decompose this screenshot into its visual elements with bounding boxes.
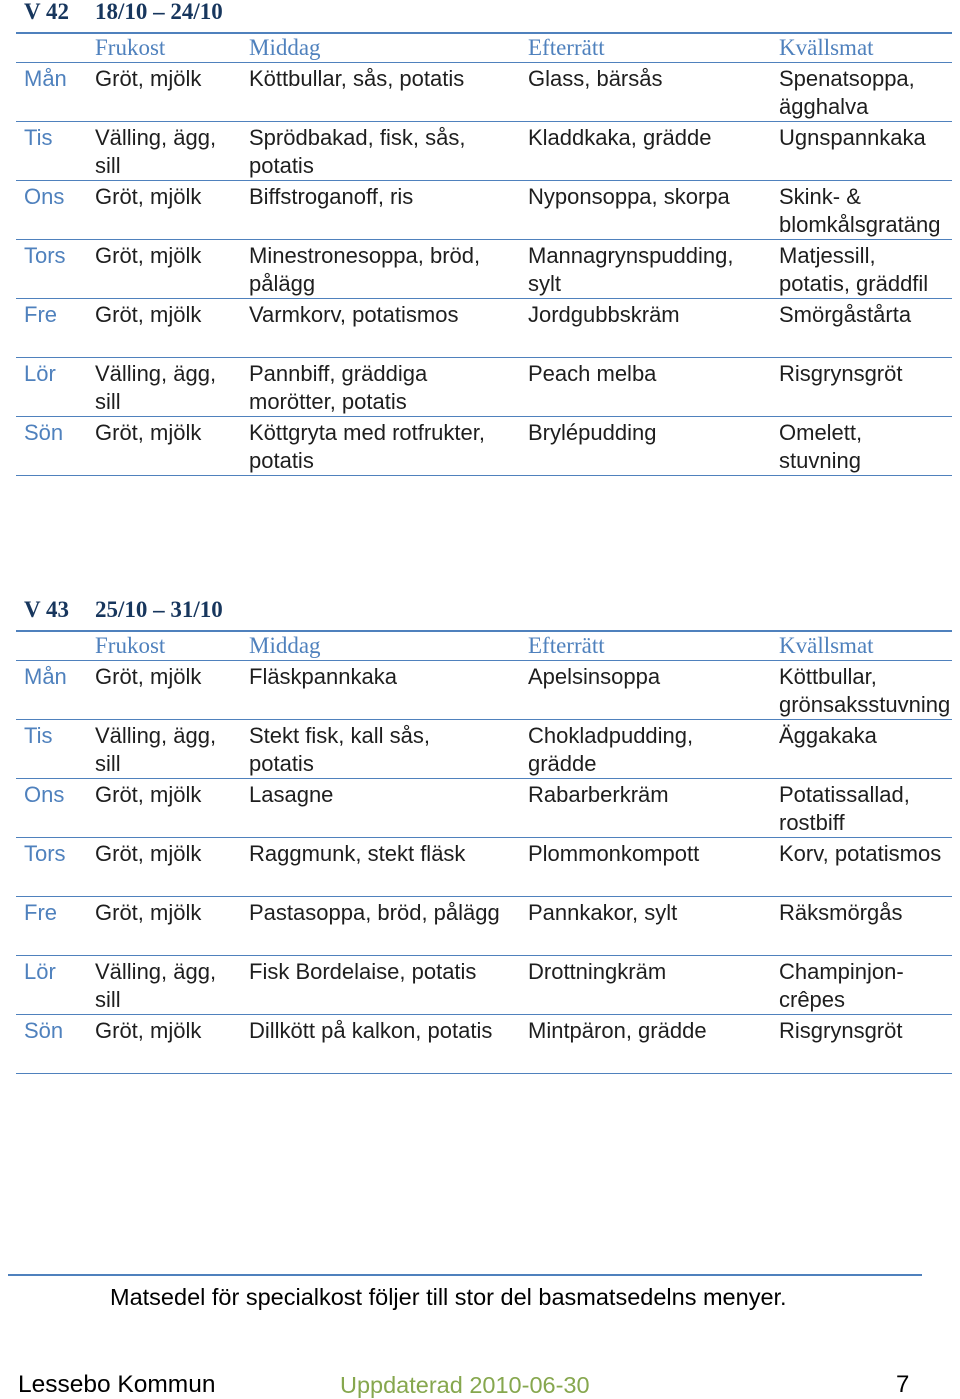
day-label: Mån <box>24 664 67 689</box>
efterratt-cell: Drottningkräm <box>528 959 667 984</box>
middag-cell: Pannbiff, gräddiga morötter, potatis <box>249 361 428 414</box>
day-row <box>16 358 952 417</box>
day-row <box>16 63 952 122</box>
kvallsmat-cell: Äggakaka <box>779 723 877 748</box>
middag-cell: Minestronesoppa, bröd, pålägg <box>249 243 481 296</box>
kvallsmat-cell: Champinjon- crêpes <box>779 959 904 1012</box>
kvallsmat-cell: Ugnspannkaka <box>779 125 926 150</box>
frukost-cell: Välling, ägg, sill <box>95 723 217 776</box>
day-label: Fre <box>24 302 57 327</box>
frukost-cell: Gröt, mjölk <box>95 420 202 445</box>
efterratt-cell: Mannagrynspudding, sylt <box>528 243 734 296</box>
day-row <box>16 779 952 838</box>
frukost-cell: Gröt, mjölk <box>95 243 202 268</box>
day-label: Tis <box>24 723 53 748</box>
kvallsmat-cell: Smörgåstårta <box>779 302 912 327</box>
middag-cell: Fläskpannkaka <box>249 664 397 689</box>
column-header-day <box>16 34 95 62</box>
efterratt-cell: Mintpäron, grädde <box>528 1018 707 1043</box>
frukost-cell: Gröt, mjölk <box>95 302 202 327</box>
frukost-cell: Välling, ägg, sill <box>95 959 217 1012</box>
day-row <box>16 956 952 1015</box>
week-title-row <box>16 0 952 34</box>
column-header-row <box>16 632 952 661</box>
day-label: Tis <box>24 125 53 150</box>
kvallsmat-cell: Risgrynsgröt <box>779 361 903 386</box>
organization-name: Lessebo Kommun <box>18 1371 216 1398</box>
day-row <box>16 838 952 897</box>
kvallsmat-cell: Korv, potatismos <box>779 841 942 866</box>
frukost-cell: Gröt, mjölk <box>95 66 202 91</box>
day-row <box>16 661 952 720</box>
middag-cell: Köttgryta med rotfrukter, potatis <box>249 420 485 473</box>
day-row <box>16 897 952 956</box>
day-label: Sön <box>24 420 64 445</box>
middag-cell: Pastasoppa, bröd, pålägg <box>249 900 500 925</box>
kvallsmat-cell: Spenatsoppa, ägghalva <box>779 66 915 119</box>
column-header-efterratt: Efterrätt <box>528 35 605 60</box>
frukost-cell: Välling, ägg, sill <box>95 361 217 414</box>
kvallsmat-cell: Matjessill, potatis, gräddfil <box>779 243 929 296</box>
efterratt-cell: Nyponsoppa, skorpa <box>528 184 730 209</box>
middag-cell: Sprödbakad, fisk, sås, potatis <box>249 125 466 178</box>
middag-cell: Fisk Bordelaise, potatis <box>249 959 477 984</box>
kvallsmat-cell: Omelett, stuvning <box>779 420 863 473</box>
frukost-cell: Gröt, mjölk <box>95 1018 202 1043</box>
page-number: 7 <box>896 1371 910 1398</box>
column-header-kvallsmat: Kvällsmat <box>779 35 874 60</box>
frukost-cell: Gröt, mjölk <box>95 782 202 807</box>
day-row <box>16 1015 952 1074</box>
middag-cell: Raggmunk, stekt fläsk <box>249 841 466 866</box>
middag-cell: Stekt fisk, kall sås, potatis <box>249 723 430 776</box>
day-row <box>16 417 952 476</box>
day-row <box>16 720 952 779</box>
updated-date: Uppdaterad 2010-06-30 <box>340 1372 590 1398</box>
efterratt-cell: Jordgubbskräm <box>528 302 680 327</box>
kvallsmat-cell: Potatissallad, rostbiff <box>779 782 910 835</box>
kvallsmat-cell: Räksmörgås <box>779 900 903 925</box>
day-label: Ons <box>24 782 65 807</box>
day-label: Tors <box>24 243 66 268</box>
week-number: V 43 <box>24 597 69 622</box>
column-header-frukost: Frukost <box>95 35 166 60</box>
week-menu-table <box>16 0 952 476</box>
footer-divider <box>8 1274 922 1276</box>
week-date-range: 18/10 – 24/10 <box>95 0 223 24</box>
middag-cell: Dillkött på kalkon, potatis <box>249 1018 493 1043</box>
efterratt-cell: Pannkakor, sylt <box>528 900 678 925</box>
efterratt-cell: Glass, bärsås <box>528 66 663 91</box>
day-row <box>16 240 952 299</box>
frukost-cell: Gröt, mjölk <box>95 841 202 866</box>
footer-note: Matsedel för specialkost följer till stor del basmatsedelns menyer. <box>110 1284 787 1310</box>
column-header-kvallsmat: Kvällsmat <box>779 633 874 658</box>
efterratt-cell: Apelsinsoppa <box>528 664 661 689</box>
efterratt-cell: Chokladpudding, grädde <box>528 723 694 776</box>
week-number: V 42 <box>24 0 69 24</box>
efterratt-cell: Peach melba <box>528 361 657 386</box>
week-menu-table <box>16 598 952 1074</box>
kvallsmat-cell: Köttbullar, grönsaksstuvning <box>779 664 951 717</box>
frukost-cell: Gröt, mjölk <box>95 664 202 689</box>
efterratt-cell: Kladdkaka, grädde <box>528 125 712 150</box>
day-label: Fre <box>24 900 57 925</box>
frukost-cell: Välling, ägg, sill <box>95 125 217 178</box>
kvallsmat-cell: Risgrynsgröt <box>779 1018 903 1043</box>
middag-cell: Köttbullar, sås, potatis <box>249 66 465 91</box>
efterratt-cell: Plommonkompott <box>528 841 700 866</box>
column-header-frukost: Frukost <box>95 633 166 658</box>
middag-cell: Varmkorv, potatismos <box>249 302 459 327</box>
column-header-day <box>16 632 95 660</box>
column-header-middag: Middag <box>249 633 321 658</box>
frukost-cell: Gröt, mjölk <box>95 900 202 925</box>
day-label: Mån <box>24 66 67 91</box>
day-label: Ons <box>24 184 65 209</box>
efterratt-cell: Rabarberkräm <box>528 782 669 807</box>
day-label: Sön <box>24 1018 64 1043</box>
week-date-range: 25/10 – 31/10 <box>95 597 223 622</box>
week-title-row <box>16 598 952 632</box>
day-label: Lör <box>24 959 56 984</box>
day-row <box>16 122 952 181</box>
day-label: Lör <box>24 361 56 386</box>
day-row <box>16 299 952 358</box>
day-row <box>16 181 952 240</box>
day-label: Tors <box>24 841 66 866</box>
middag-cell: Biffstroganoff, ris <box>249 184 414 209</box>
kvallsmat-cell: Skink- & blomkålsgratäng <box>779 184 941 237</box>
column-header-middag: Middag <box>249 35 321 60</box>
frukost-cell: Gröt, mjölk <box>95 184 202 209</box>
column-header-efterratt: Efterrätt <box>528 633 605 658</box>
middag-cell: Lasagne <box>249 782 334 807</box>
efterratt-cell: Brylépudding <box>528 420 657 445</box>
column-header-row <box>16 34 952 63</box>
